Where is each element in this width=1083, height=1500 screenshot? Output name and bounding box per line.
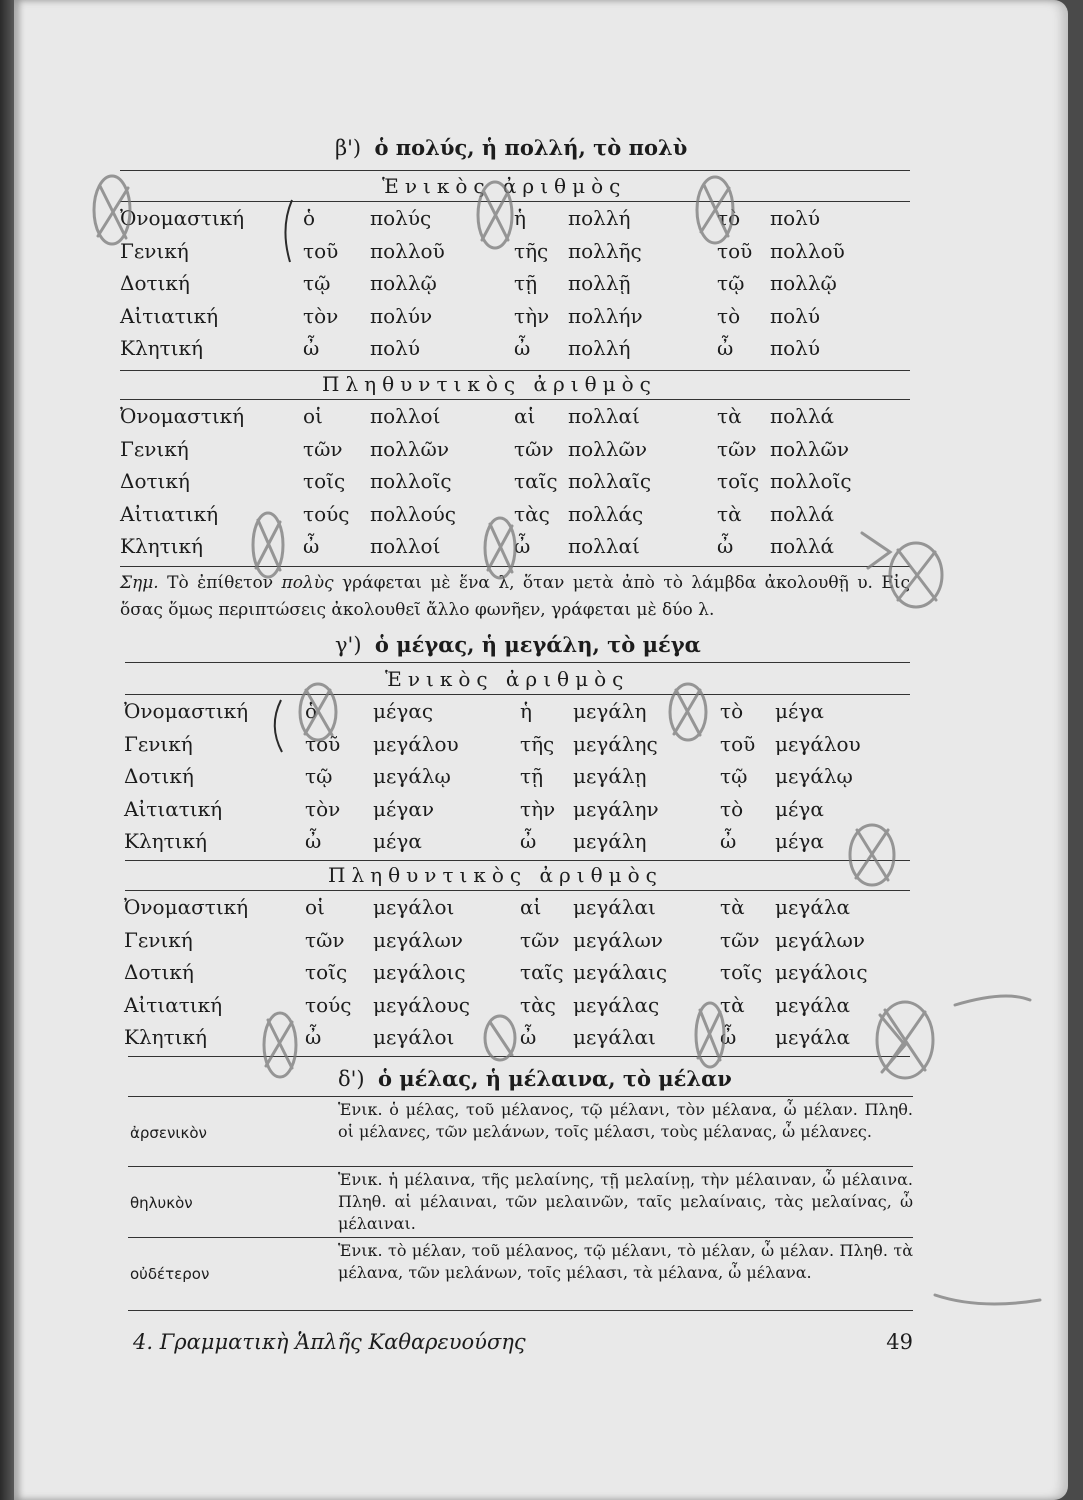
adjective-form: μεγάλοι <box>373 1025 455 1049</box>
case-name: Ὀνομαστική <box>120 206 245 230</box>
adjective-form: μεγάλας <box>573 992 660 1017</box>
note-paragraph: Σημ. Τὸ ἐπίθετον πολὺς γράφεται μὲ ἕνα λ, ὅταν μετὰ ἀπὸ τὸ λάμβδα ἀκολουθῇ υ. Εἰς ὅσας ὅμως περιπτώσεις ἀκολουθεῖ ἄλλο φωνῆεν, γράφεται μὲ δύο λ. <box>120 573 910 620</box>
declension-row <box>0 764 1083 798</box>
case-name: Κλητική <box>120 336 203 360</box>
adjective-form: πολλά <box>770 404 835 428</box>
adjective-form: μεγάλη <box>573 699 647 723</box>
rule <box>120 170 910 171</box>
adjective-form: μεγάλων <box>573 927 663 952</box>
article: ταῖς <box>520 960 564 984</box>
article: τοῦ <box>720 731 756 756</box>
article: τὴν <box>520 796 556 821</box>
case-name: Γενική <box>120 238 189 263</box>
adjective-form: μεγάλῃ <box>573 764 647 788</box>
adjective-form: μεγάλα <box>775 895 850 919</box>
article: ὦ <box>514 534 531 558</box>
declension-row <box>0 829 1083 863</box>
case-name: Ὀνομαστική <box>120 404 245 428</box>
rule <box>128 1056 910 1057</box>
adjective-form: πολύ <box>770 336 821 360</box>
declension-row <box>0 732 1083 766</box>
article: τὸ <box>720 796 744 821</box>
adjective-form: πολλοῦ <box>770 238 845 263</box>
article: ὦ <box>303 534 320 558</box>
declension-row <box>0 960 1083 994</box>
running-footer: 4. Γραμματικὴ Ἁπλῆς Καθαρευούσης <box>133 1330 526 1354</box>
plural-heading: Πληθυντικὸς ἀριθμὸς <box>328 863 663 887</box>
article: τὰ <box>720 992 745 1017</box>
adjective-form: μέγα <box>775 796 824 821</box>
article: ὦ <box>305 829 322 853</box>
section-title-melas: δ') ὁ μέλας, ἡ μέλαινα, τὸ μέλαν <box>338 1066 732 1091</box>
article: ὁ <box>305 699 318 723</box>
singular-heading: Ἑνικὸς ἀριθμὸς <box>385 667 630 691</box>
adjective-form: μεγάλαι <box>573 1025 656 1049</box>
article: τὰ <box>717 501 742 526</box>
adjective-form: μεγάλων <box>775 927 865 952</box>
case-name: Κλητική <box>124 1025 207 1049</box>
declension-row <box>0 304 1083 338</box>
adjective-form: πολλήν <box>568 303 643 328</box>
article: τοῦ <box>717 238 753 263</box>
case-name: Δοτική <box>124 960 194 984</box>
article: τὰς <box>514 501 550 526</box>
case-name: Ὀνομαστική <box>124 699 249 723</box>
article: αἱ <box>514 404 536 428</box>
article: τὰ <box>717 404 742 428</box>
article: ὦ <box>514 336 531 360</box>
rule <box>128 1237 913 1238</box>
article: οἱ <box>303 404 323 428</box>
adjective-form: πολλοί <box>370 404 441 428</box>
case-name: Γενική <box>124 731 193 756</box>
article: τοῖς <box>303 469 346 493</box>
adjective-form: πολλῆς <box>568 238 642 263</box>
adjective-form: μεγάλους <box>373 992 470 1017</box>
declension-row <box>0 437 1083 471</box>
case-name: Δοτική <box>124 764 194 788</box>
case-name: Δοτική <box>120 271 190 295</box>
declension-row <box>0 336 1083 370</box>
case-name: Κλητική <box>124 829 207 853</box>
adjective-form: μέγας <box>373 699 434 723</box>
adjective-form: μέγα <box>775 829 824 853</box>
adjective-form: πολύς <box>370 206 432 230</box>
case-name: Δοτική <box>120 469 190 493</box>
article: τὸ <box>717 303 741 328</box>
article: τῷ <box>717 271 745 295</box>
article: τῆς <box>514 238 549 263</box>
article: τὰ <box>720 895 745 919</box>
declension-row <box>0 534 1083 568</box>
adjective-form: μεγάλη <box>573 829 647 853</box>
adjective-form: μεγάλου <box>373 731 459 756</box>
article: τοῖς <box>717 469 760 493</box>
article: τῶν <box>520 927 560 952</box>
rule <box>120 201 910 202</box>
adjective-form: μεγάλου <box>775 731 861 756</box>
paradigm-table-polys-plural <box>0 404 1083 574</box>
declension-row <box>0 502 1083 536</box>
article: ταῖς <box>514 469 558 493</box>
article: τοῦ <box>305 731 341 756</box>
article: ὦ <box>717 534 734 558</box>
adjective-form: πολύ <box>370 336 421 360</box>
article: ἡ <box>520 699 532 723</box>
gender-label-feminine: θηλυκὸν <box>130 1194 193 1212</box>
article: τούς <box>303 501 350 526</box>
declension-row <box>0 1025 1083 1059</box>
adjective-form: μεγάλῳ <box>373 764 451 788</box>
melas-neuter-forms: Ἑνικ. τὸ μέλαν, τοῦ μέλανος, τῷ μέλανι, τὸ μέλαν, ὦ μέλαν. Πληθ. τὰ μέλανα, τῶν μελάνων, τοῖς μέλασι, τὰ μέλανα, ὦ μέλανα. <box>338 1241 913 1282</box>
melas-masculine-forms: Ἑνικ. ὁ μέλας, τοῦ μέλανος, τῷ μέλανι, τὸν μέλανα, ὦ μέλαν. Πληθ. οἱ μέλανες, τῶν μελάνων, τοῖς μέλασι, τοὺς μέλανας, ὦ μέλανες. <box>338 1100 913 1141</box>
article: τὸ <box>720 699 744 723</box>
rule <box>120 566 910 567</box>
article: τούς <box>305 992 352 1017</box>
rule <box>128 1166 913 1167</box>
rule <box>125 860 910 861</box>
article: ὦ <box>303 336 320 360</box>
case-name: Αἰτιατική <box>120 501 219 526</box>
article: τῷ <box>305 764 333 788</box>
article: ὦ <box>305 1025 322 1049</box>
singular-heading: Ἑνικὸς ἀριθμὸς <box>382 174 627 198</box>
declension-row <box>0 271 1083 305</box>
article: τὸν <box>305 796 341 821</box>
article: τῶν <box>303 436 343 461</box>
article: τὴν <box>514 303 550 328</box>
declension-row <box>0 206 1083 240</box>
declension-row <box>0 469 1083 503</box>
adjective-form: μεγάλοις <box>775 960 868 984</box>
adjective-form: μεγάλην <box>573 796 659 821</box>
section-title-megas: γ') ὁ μέγας, ἡ μεγάλη, τὸ μέγα <box>335 632 701 657</box>
adjective-form: μέγαν <box>373 796 434 821</box>
adjective-form: πολλαί <box>568 534 640 558</box>
article: τῆς <box>520 731 555 756</box>
declension-row <box>0 895 1083 929</box>
adjective-form: πολλοῖς <box>370 469 452 493</box>
adjective-form: μεγάλα <box>775 992 850 1017</box>
rule <box>120 399 910 400</box>
case-name: Ὀνομαστική <box>124 895 249 919</box>
case-name: Αἰτιατική <box>120 303 219 328</box>
article: τῶν <box>514 436 554 461</box>
adjective-form: μεγάλοις <box>373 960 466 984</box>
adjective-form: πολλοῖς <box>770 469 852 493</box>
adjective-form: πολλῷ <box>370 271 437 295</box>
declension-row <box>0 797 1083 831</box>
adjective-form: πολλά <box>770 501 835 526</box>
declension-row <box>0 404 1083 438</box>
adjective-form: πολλοῦ <box>370 238 445 263</box>
adjective-form: πολλοί <box>370 534 441 558</box>
adjective-form: μεγάλοι <box>373 895 455 919</box>
gender-label-masculine: ἀρσενικὸν <box>130 1124 207 1142</box>
article: ὦ <box>520 1025 537 1049</box>
rule <box>120 370 910 371</box>
adjective-form: πολλῷ <box>770 271 837 295</box>
adjective-form: μεγάλων <box>373 927 463 952</box>
adjective-form: πολλάς <box>568 501 644 526</box>
melas-feminine-forms: Ἑνικ. ἡ μέλαινα, τῆς μελαίνης, τῇ μελαίνῃ, τὴν μέλαιναν, ὦ μέλαινα. Πληθ. αἱ μέλαιναι, τῶν μελαινῶν, ταῖς μελαίναις, τὰς μελαίνας, ὦ μέλαιναι. <box>338 1170 913 1233</box>
declension-row <box>0 699 1083 733</box>
adjective-form: πολύ <box>770 206 821 230</box>
declension-row <box>0 239 1083 273</box>
case-name: Αἰτιατική <box>124 992 223 1017</box>
article: τῷ <box>720 764 748 788</box>
declension-row <box>0 993 1083 1027</box>
article: ὦ <box>717 336 734 360</box>
adjective-form: πολλαῖς <box>568 469 652 493</box>
adjective-form: πολλούς <box>370 501 456 526</box>
case-name: Γενική <box>120 436 189 461</box>
article: τῶν <box>720 927 760 952</box>
paradigm-table-polys-singular <box>0 206 1083 376</box>
rule <box>125 662 910 663</box>
rule <box>128 1310 913 1311</box>
adjective-form: πολλαί <box>568 404 640 428</box>
adjective-form: μεγάλῳ <box>775 764 853 788</box>
gender-label-neuter: οὐδέτερον <box>130 1265 210 1283</box>
case-name: Αἰτιατική <box>124 796 223 821</box>
adjective-form: μεγάλαις <box>573 960 668 984</box>
article: τοῖς <box>720 960 763 984</box>
article: τῶν <box>305 927 345 952</box>
article: τῶν <box>717 436 757 461</box>
article: τῷ <box>303 271 331 295</box>
adjective-form: μέγα <box>373 829 422 853</box>
article: τὸν <box>303 303 339 328</box>
adjective-form: πολλῶν <box>568 436 648 461</box>
case-name: Κλητική <box>120 534 203 558</box>
rule <box>125 694 910 695</box>
paradigm-table-megas-singular <box>0 699 1083 869</box>
adjective-form: πολλῶν <box>370 436 450 461</box>
article: αἱ <box>520 895 542 919</box>
adjective-form: μεγάλης <box>573 731 658 756</box>
adjective-form: πολλά <box>770 534 835 558</box>
article: ὦ <box>520 829 537 853</box>
adjective-form: πολλῇ <box>568 271 631 295</box>
adjective-form: μεγάλαι <box>573 895 656 919</box>
paradigm-table-megas-plural <box>0 895 1083 1065</box>
rule <box>128 1096 913 1097</box>
declension-row <box>0 928 1083 962</box>
case-name: Γενική <box>124 927 193 952</box>
rule <box>125 890 910 891</box>
adjective-form: πολλῶν <box>770 436 850 461</box>
article: ὦ <box>720 1025 737 1049</box>
article: τῇ <box>514 271 538 295</box>
article: τοῦ <box>303 238 339 263</box>
article: τῇ <box>520 764 544 788</box>
article: ἡ <box>514 206 526 230</box>
page-number: 49 <box>886 1330 913 1354</box>
article: οἱ <box>305 895 325 919</box>
adjective-form: πολλή <box>568 206 631 230</box>
article: ὁ <box>303 206 316 230</box>
adjective-form: πολύ <box>770 303 821 328</box>
article: τὰς <box>520 992 556 1017</box>
section-title-polys: β') ὁ πολύς, ἡ πολλή, τὸ πολὺ <box>335 135 688 160</box>
article: ὦ <box>720 829 737 853</box>
article: τοῖς <box>305 960 348 984</box>
adjective-form: μέγα <box>775 699 824 723</box>
adjective-form: πολύν <box>370 303 433 328</box>
adjective-form: μεγάλα <box>775 1025 850 1049</box>
article: τὸ <box>717 206 741 230</box>
adjective-form: πολλή <box>568 336 631 360</box>
plural-heading: Πληθυντικὸς ἀριθμὸς <box>322 372 657 396</box>
